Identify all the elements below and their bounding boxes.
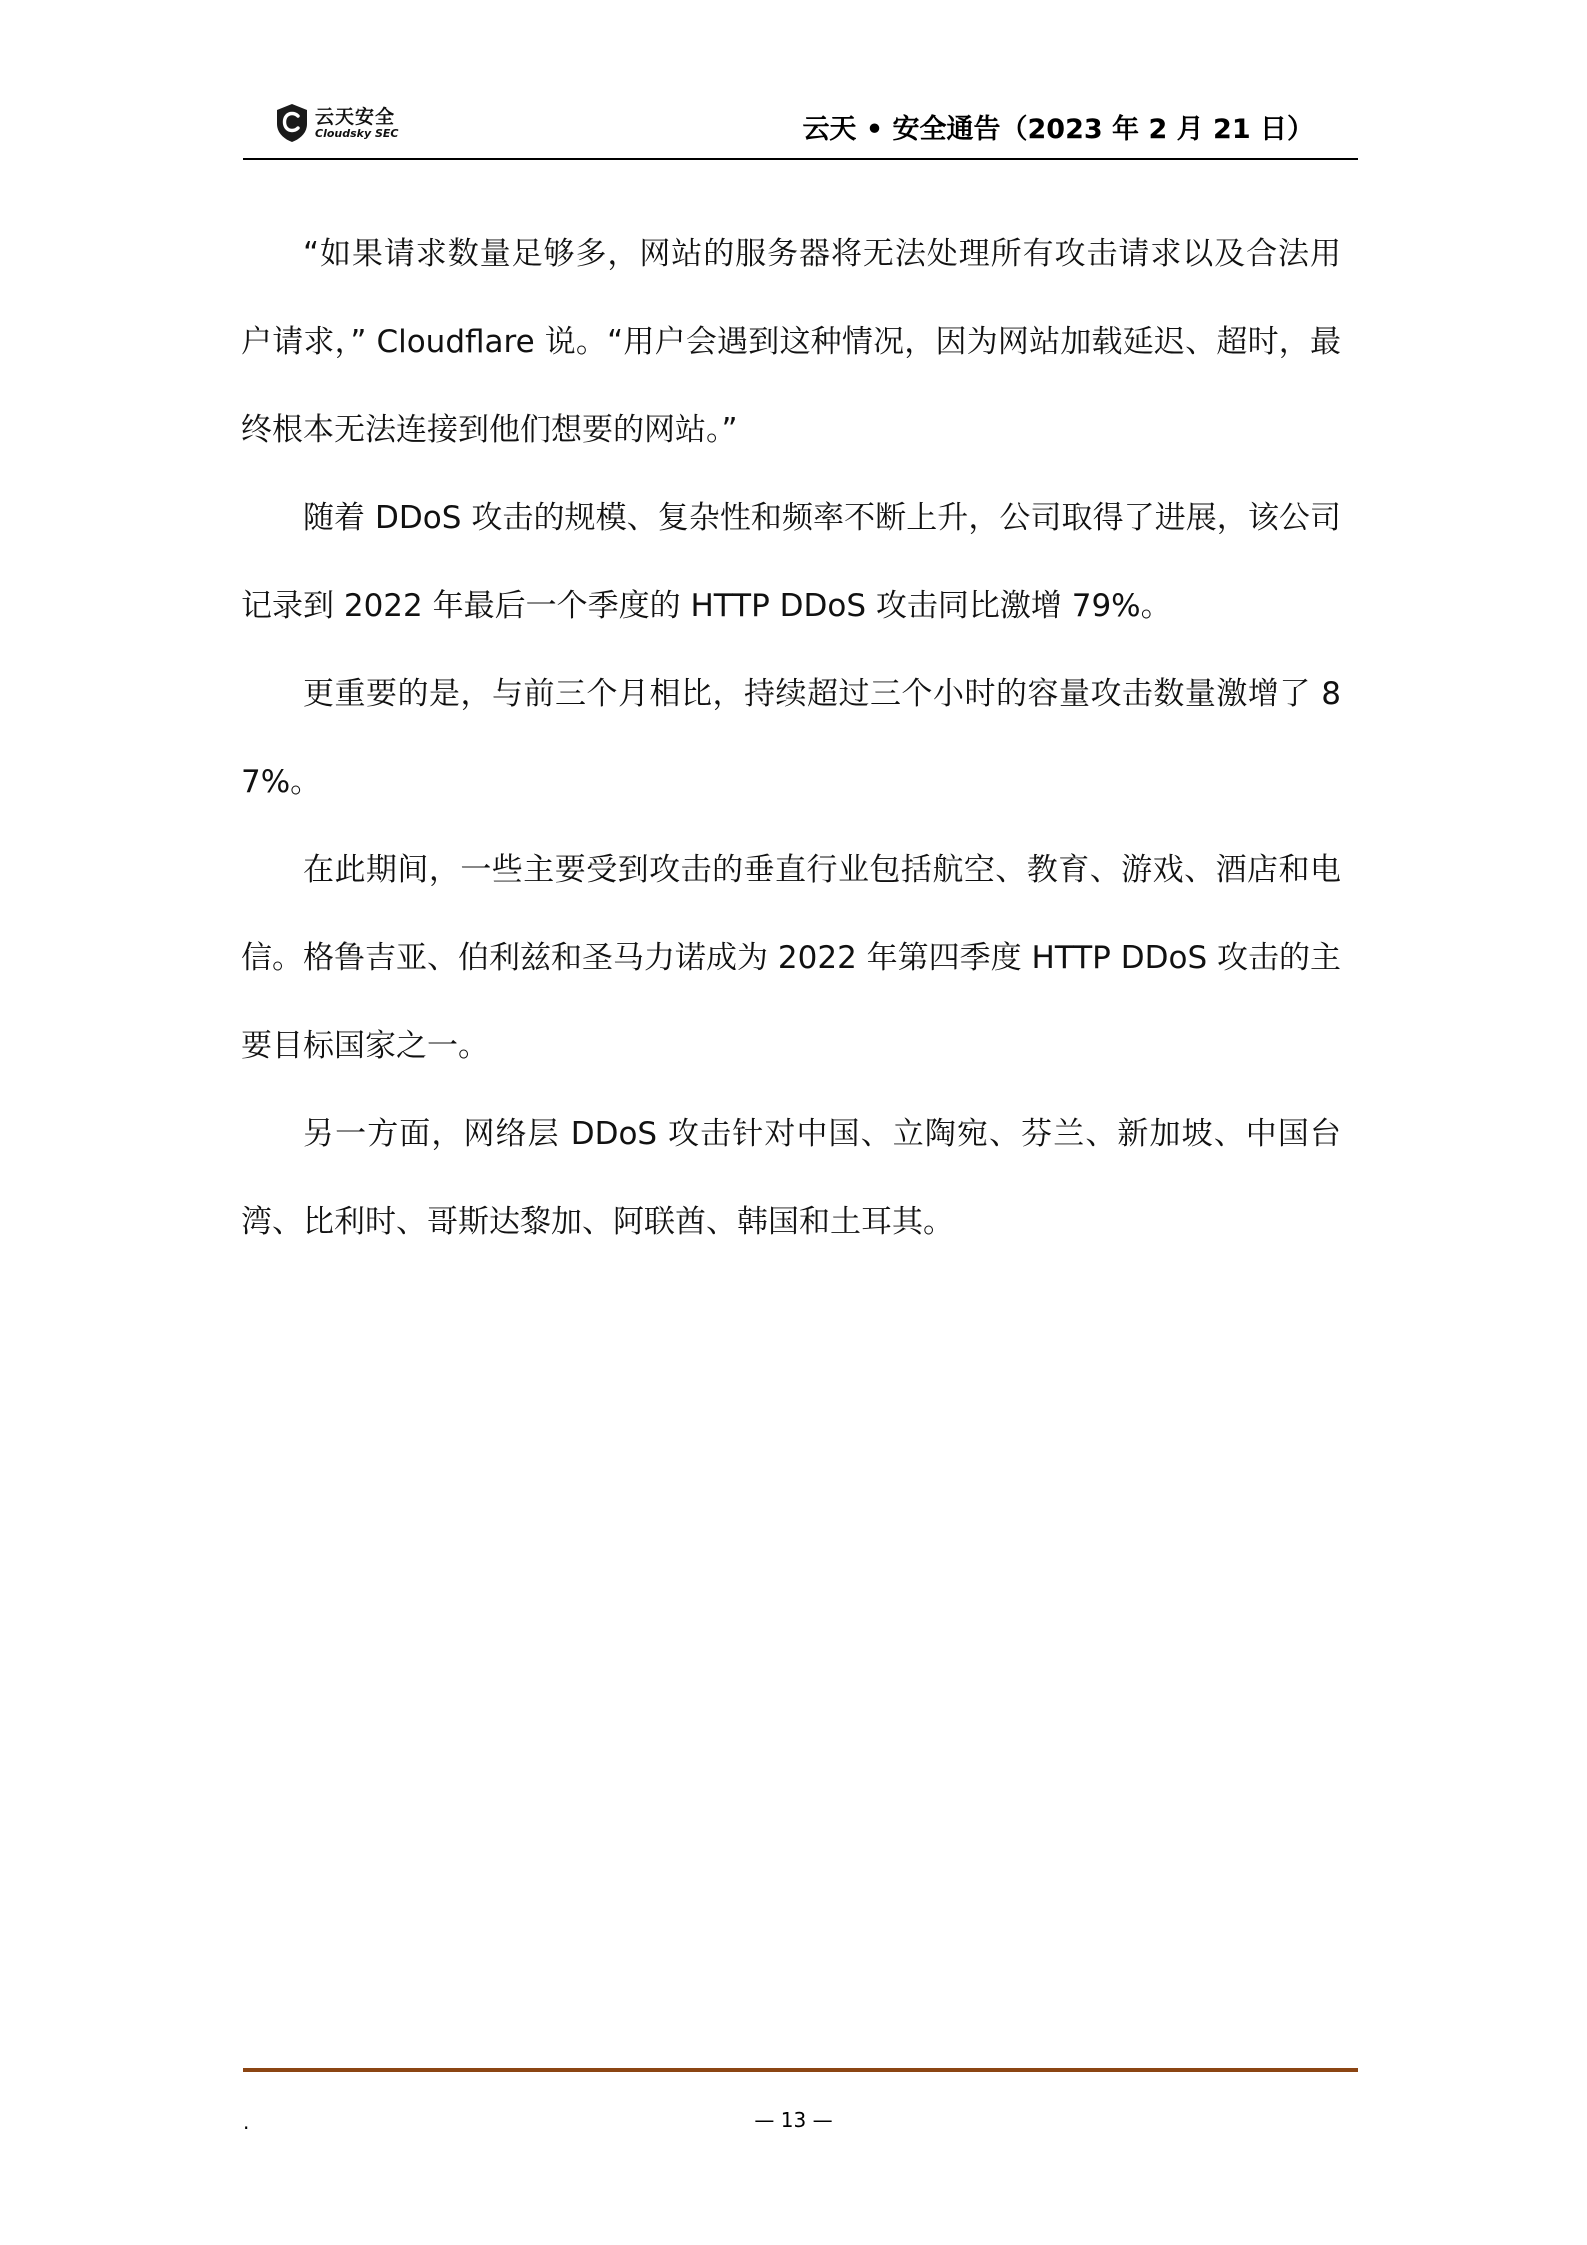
company-logo (275, 100, 398, 146)
header-title: 云天 • 安全通告（2023 年 2 月 21 日） (802, 114, 1314, 145)
header-divider (243, 158, 1358, 160)
footer-mark: . (243, 2110, 250, 2134)
document-body (241, 210, 1341, 1266)
logo-english-name: Cloudsky SEC (315, 126, 399, 140)
paragraph: 随着 DDoS 攻击的规模、复杂性和频率不断上升，公司取得了进展，该公司记录到 2022 年最后一个季度的 HTTP DDoS 攻击同比激增 79%。 (241, 500, 1341, 624)
logo-text (315, 107, 398, 140)
paragraph: 在此期间，一些主要受到攻击的垂直行业包括航空、教育、游戏、酒店和电信。格鲁吉亚、伯利兹和圣马力诺成为 2022 年第四季度 HTTP DDoS 攻击的主要目标国家之一。 (241, 852, 1341, 1064)
footer-divider (243, 2068, 1358, 2072)
paragraph: “如果请求数量足够多，网站的服务器将无法处理所有攻击请求以及合法用户请求，” Cloudflare 说。“用户会遇到这种情况，因为网站加载延迟、超时，最终根本无法连接到他们想要的网站。” (241, 236, 1341, 448)
shield-c-logo-icon (275, 103, 309, 143)
paragraph: 另一方面，网络层 DDoS 攻击针对中国、立陶宛、芬兰、新加坡、中国台湾、比利时、哥斯达黎加、阿联酋、韩国和土耳其。 (241, 1116, 1341, 1240)
paragraph: 更重要的是，与前三个月相比，持续超过三个小时的容量攻击数量激增了 87%。 (241, 676, 1341, 800)
logo-chinese-name: 云天安全 (315, 105, 396, 128)
page-header (243, 96, 1358, 158)
page-number: — 13 — (754, 2108, 833, 2132)
